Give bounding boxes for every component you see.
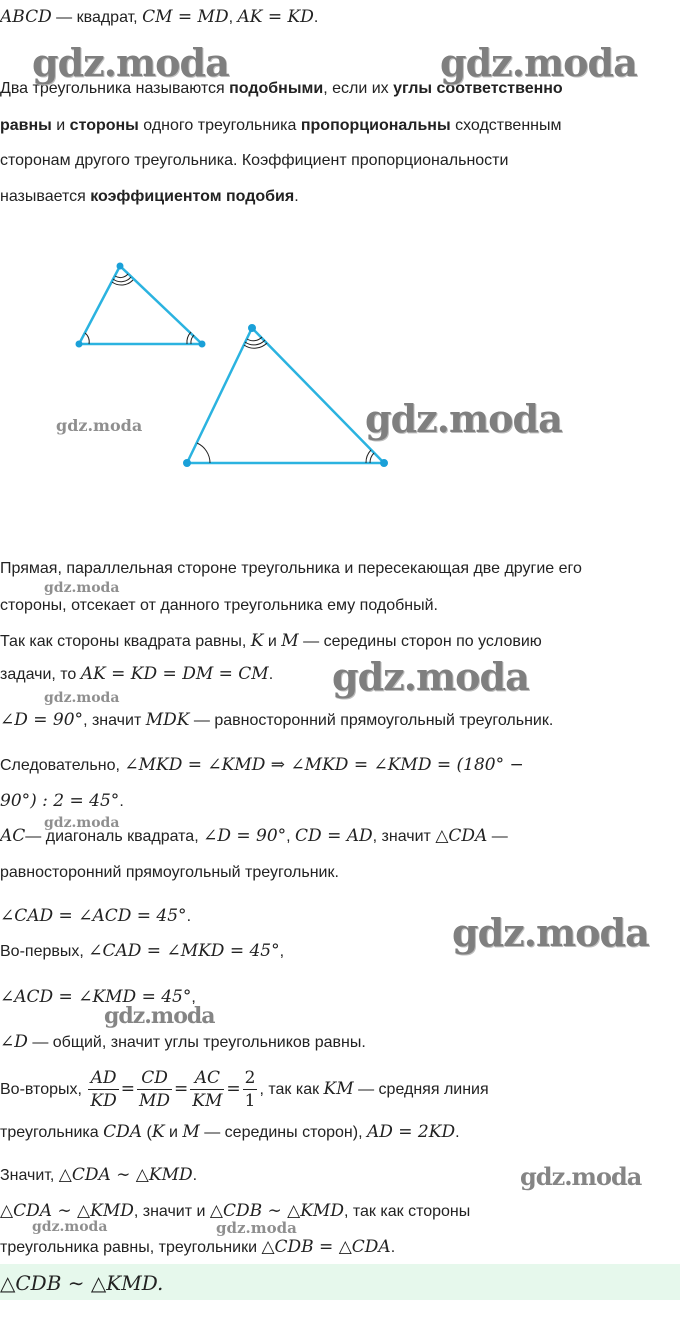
- text: .: [294, 188, 299, 205]
- text: одного треугольника: [138, 117, 301, 134]
- watermark: gdz.moda: [32, 40, 229, 85]
- math: ∠ACD = ∠KMD = 45°: [0, 987, 192, 1007]
- text: Значит,: [0, 1167, 59, 1184]
- text: называется: [0, 188, 91, 205]
- term-angles: углы соответственно: [393, 80, 563, 97]
- math: AD = 2KD: [366, 1122, 456, 1142]
- text: и: [263, 633, 282, 650]
- math: △CDA ∼ △KMD: [58, 1165, 193, 1185]
- text: треугольника равны, треугольники: [0, 1239, 262, 1256]
- watermark: gdz.moda: [440, 40, 637, 85]
- equals-sign: =: [174, 1079, 189, 1099]
- fraction-ad-kd: [88, 1067, 118, 1112]
- solution-line: [0, 986, 680, 1009]
- numerator: AC: [190, 1067, 224, 1090]
- text: , так как стороны: [343, 1203, 471, 1220]
- text: ,: [191, 989, 196, 1006]
- math: △CDA ∼ △KMD: [0, 1201, 134, 1221]
- watermark: gdz.moda: [520, 1162, 642, 1191]
- fraction-cd-md: [137, 1067, 172, 1112]
- text: .: [268, 666, 274, 683]
- watermark: gdz.moda: [216, 1219, 297, 1237]
- term-coefficient: коэффициентом подобия: [90, 188, 295, 205]
- math: 90°) : 2 = 45°: [0, 791, 120, 811]
- text: , если их: [323, 80, 394, 97]
- text: — середины сторон по условию: [298, 633, 542, 650]
- small-triangle: [76, 263, 206, 348]
- math: ∠D = 90°: [0, 710, 84, 730]
- text: равносторонний прямоугольный треугольник.: [0, 864, 339, 881]
- numerator: AD: [88, 1067, 118, 1090]
- solution-line: [0, 862, 680, 884]
- text: .: [455, 1124, 460, 1141]
- watermark: gdz.moda: [56, 416, 143, 435]
- math: K: [250, 631, 264, 651]
- term-sides: стороны: [69, 117, 139, 134]
- numerator: CD: [137, 1067, 172, 1090]
- denominator: KM: [192, 1091, 223, 1112]
- denominator: KD: [90, 1091, 117, 1112]
- text: — диагональ квадрата,: [25, 828, 204, 845]
- fraction-ac-km: [190, 1067, 224, 1112]
- text: ,: [286, 828, 296, 845]
- math: ∠MKD = ∠KMD = (180° −: [290, 755, 524, 775]
- text: Прямая, параллельная стороне треугольника и пересекающая две другие его: [0, 560, 582, 577]
- text: Два треугольника называются: [0, 80, 230, 97]
- watermark: gdz.moda: [332, 654, 529, 699]
- text: Следовательно,: [0, 757, 125, 774]
- text: сходственным: [450, 117, 562, 134]
- text: и: [51, 117, 70, 134]
- solution-line: [0, 790, 680, 813]
- math: CDA: [103, 1122, 143, 1142]
- solution-line: [0, 630, 680, 653]
- large-triangle: [183, 324, 388, 467]
- text: .: [119, 793, 124, 810]
- math: △CDB = △CDA: [261, 1237, 391, 1257]
- math: AK = KD: [237, 7, 314, 27]
- text: , значит: [83, 712, 146, 729]
- text: — общий, значит углы треугольников равны.: [27, 1034, 366, 1051]
- math: ⇒: [265, 755, 291, 775]
- text: Так как стороны квадрата равны,: [0, 633, 251, 650]
- text: .: [192, 1167, 198, 1184]
- text: — равносторонний прямоугольный треугольник.: [189, 712, 554, 729]
- math: △CDB ∼ △KMD: [209, 1201, 344, 1221]
- text: .: [313, 9, 319, 26]
- theorem-line-2: [0, 595, 680, 617]
- text: задачи, то: [0, 666, 81, 683]
- math: AK = KD = DM = CM: [80, 664, 269, 684]
- similar-triangles-figure: [0, 240, 680, 480]
- solution-line: [0, 754, 680, 777]
- text: ,: [279, 943, 285, 960]
- watermark: gdz.moda: [32, 1219, 108, 1235]
- math: K: [151, 1122, 165, 1142]
- text: треугольника: [0, 1124, 104, 1141]
- text: сторонам другого треугольника. Коэффициент пропорциональности: [0, 152, 509, 169]
- fraction-2-1: [243, 1067, 258, 1112]
- text: .: [390, 1239, 396, 1256]
- solution-line: [0, 1121, 680, 1144]
- math: ABCD: [0, 7, 52, 27]
- math: MDK: [145, 710, 190, 730]
- text: стороны, отсекает от данного треугольника ему подобный.: [0, 597, 438, 614]
- answer-box: [0, 1264, 680, 1300]
- text: — середины сторон),: [199, 1124, 367, 1141]
- answer-math: △CDB ∼ △KMD.: [0, 1271, 164, 1295]
- theorem-line-1: [0, 558, 680, 580]
- math: ∠CAD = ∠MKD = 45°: [88, 941, 280, 961]
- math: AC: [0, 826, 26, 846]
- math: ∠D = 90°: [203, 826, 287, 846]
- math: M: [281, 631, 299, 651]
- math: ∠CAD = ∠ACD = 45°: [0, 906, 187, 926]
- equals-sign: =: [226, 1079, 241, 1099]
- text: Во-первых,: [0, 943, 89, 960]
- text: — квадрат,: [51, 9, 143, 26]
- watermark: gdz.moda: [44, 580, 120, 596]
- text: — средняя линия: [353, 1081, 489, 1098]
- answer-text: [0, 1272, 680, 1296]
- math: ∠MKD = ∠KMD: [124, 755, 266, 775]
- watermark: gdz.moda: [44, 690, 120, 706]
- definition-line-4: [0, 186, 680, 208]
- term-proportional: пропорциональны: [300, 117, 451, 134]
- math: M: [182, 1122, 200, 1142]
- math: KM: [323, 1079, 354, 1099]
- solution-line: [0, 1031, 680, 1054]
- watermark: gdz.moda: [104, 1003, 215, 1029]
- text: , значит: [372, 828, 436, 845]
- ratio-line: [0, 1066, 680, 1113]
- watermark: gdz.moda: [44, 815, 120, 831]
- text: , так как: [259, 1081, 324, 1098]
- text: —: [487, 828, 508, 845]
- denominator: MD: [138, 1091, 171, 1112]
- solution-line: [0, 709, 680, 732]
- math: ∠D: [0, 1032, 28, 1052]
- numerator: 2: [244, 1068, 256, 1089]
- definition-line-3: [0, 150, 680, 172]
- watermark: gdz.moda: [452, 910, 649, 955]
- text: ,: [228, 9, 238, 26]
- text: и: [164, 1124, 183, 1141]
- math: △CDA: [435, 826, 488, 846]
- text: .: [186, 908, 192, 925]
- definition-line-2: [0, 115, 680, 137]
- term-similar: подобными: [229, 80, 324, 97]
- equals-sign: =: [120, 1079, 135, 1099]
- term-equal: равны: [0, 117, 52, 134]
- math: CM = MD: [142, 7, 229, 27]
- solution-line: [0, 1236, 680, 1259]
- text: (: [142, 1124, 152, 1141]
- denominator: 1: [244, 1091, 256, 1112]
- condition-line: [0, 6, 680, 29]
- text: Во-вторых,: [0, 1081, 87, 1098]
- text: , значит и: [133, 1203, 210, 1220]
- watermark: gdz.moda: [365, 396, 562, 441]
- math: CD = AD: [295, 826, 373, 846]
